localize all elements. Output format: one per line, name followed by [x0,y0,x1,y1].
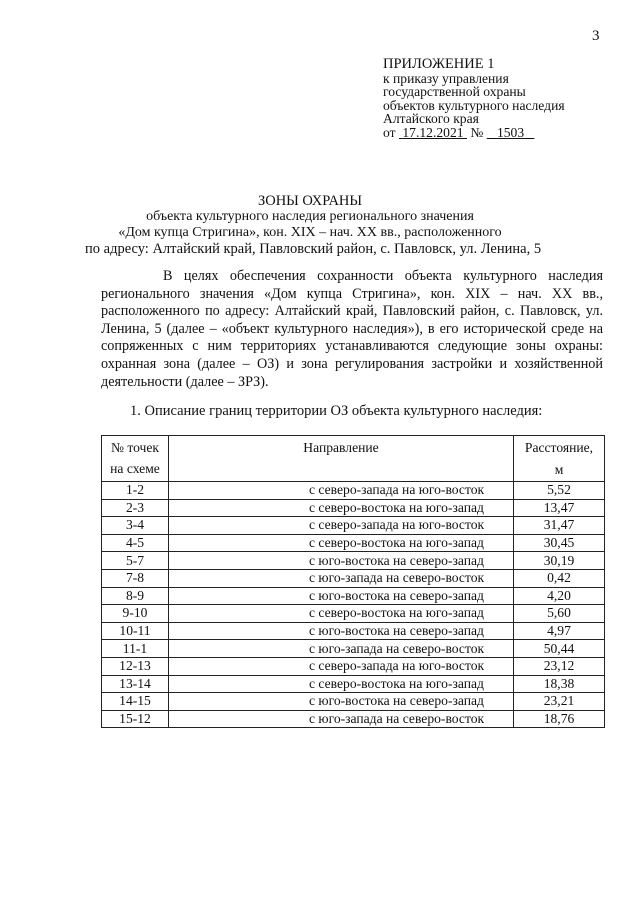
points-cell: 13-14 [102,675,169,693]
distance-cell: 30,45 [514,534,605,552]
appendix-date-line [383,126,628,140]
header-distance: Расстояние, м [514,436,605,482]
table-row [102,499,605,517]
direction-cell: с юго-востока на северо-запад [169,587,514,605]
distance-cell: 18,38 [514,675,605,693]
title-line: «Дом купца Стригина», кон. XIX – нач. XX вв., расположенного [118,225,502,240]
table-row [102,517,605,535]
direction-cell: с юго-востока на северо-запад [169,693,514,711]
order-date: 17.12.2021 [402,124,464,140]
direction-cell: с юго-запада на северо-восток [169,710,514,728]
table-row [102,534,605,552]
points-cell: 2-3 [102,499,169,517]
table-row [102,605,605,623]
points-cell: 8-9 [102,587,169,605]
direction-cell: с юго-запада на северо-восток [169,640,514,658]
points-cell: 5-7 [102,552,169,570]
direction-cell: с северо-запада на юго-восток [169,657,514,675]
direction-cell: с северо-запада на юго-восток [169,517,514,535]
points-cell: 14-15 [102,693,169,711]
table-row [102,569,605,587]
distance-cell: 30,19 [514,552,605,570]
points-cell: 9-10 [102,605,169,623]
table-row [102,587,605,605]
appendix-line: Алтайского края [383,111,479,126]
table-row [102,640,605,658]
distance-cell: 4,97 [514,622,605,640]
number-sign: № [470,124,484,140]
distance-cell: 31,47 [514,517,605,535]
order-number: 1503 [496,124,525,140]
section-heading: 1. Описание границ территории ОЗ объекта культурного наследия: [130,403,543,419]
title-line: по адресу: Алтайский край, Павловский район, с. Павловск, ул. Ленина, 5 [85,241,542,257]
appendix-line: государственной охраны [383,84,526,99]
table-body [102,482,605,728]
points-cell: 7-8 [102,569,169,587]
distance-cell: 13,47 [514,499,605,517]
distance-cell: 5,60 [514,605,605,623]
table-row [102,622,605,640]
distance-cell: 23,12 [514,657,605,675]
points-cell: 1-2 [102,482,169,500]
distance-cell: 5,52 [514,482,605,500]
direction-cell: с северо-востока на юго-запад [169,675,514,693]
direction-cell: с северо-востока на юго-запад [169,499,514,517]
intro-paragraph: В целях обеспечения сохранности объекта культурного наследия регионального значения «Дом купца Стригина», кон. XIX – нач. XX вв., расположенного по адресу: Алтайский край, Павловский район, с. Павловск, ул. Ленина, 5 (далее – «объект культурного наследия»), в его исторической среде на сопряженных с ним территориях устанавливаются следующие зоны охраны: охранная зона (далее – ОЗ) и зона регулирования застройки и хозяйственной деятельности (далее – ЗРЗ). [101,268,603,390]
table-row [102,657,605,675]
page-number: 3 [592,28,600,44]
distance-cell: 18,76 [514,710,605,728]
distance-cell: 4,20 [514,587,605,605]
table-row [102,710,605,728]
boundary-table [101,435,605,728]
title-line: объекта культурного наследия регионального значения [146,209,474,224]
appendix-line: к приказу управления [383,70,509,86]
table-row [102,675,605,693]
direction-cell: с северо-запада на юго-восток [169,482,514,500]
direction-cell: с юго-запада на северо-восток [169,569,514,587]
direction-cell: с юго-востока на северо-запад [169,622,514,640]
points-cell: 12-13 [102,657,169,675]
title-main: ЗОНЫ ОХРАНЫ [257,193,363,209]
points-cell: 4-5 [102,534,169,552]
table-row [102,552,605,570]
table-row [102,693,605,711]
appendix-header [383,58,628,139]
header-direction: Направление [169,436,514,482]
points-cell: 11-1 [102,640,169,658]
date-prefix: от [383,124,396,140]
distance-cell: 23,21 [514,693,605,711]
points-cell: 3-4 [102,517,169,535]
direction-cell: с северо-востока на юго-запад [169,605,514,623]
points-cell: 15-12 [102,710,169,728]
document-title [85,193,542,257]
appendix-title: ПРИЛОЖЕНИЕ 1 [383,56,495,72]
table-header-row [102,436,605,482]
appendix-line: объектов культурного наследия [383,97,565,113]
distance-cell: 50,44 [514,640,605,658]
direction-cell: с юго-востока на северо-запад [169,552,514,570]
direction-cell: с северо-востока на юго-запад [169,534,514,552]
header-points: № точек на схеме [102,436,169,482]
points-cell: 10-11 [102,622,169,640]
table-row [102,482,605,500]
distance-cell: 0,42 [514,569,605,587]
